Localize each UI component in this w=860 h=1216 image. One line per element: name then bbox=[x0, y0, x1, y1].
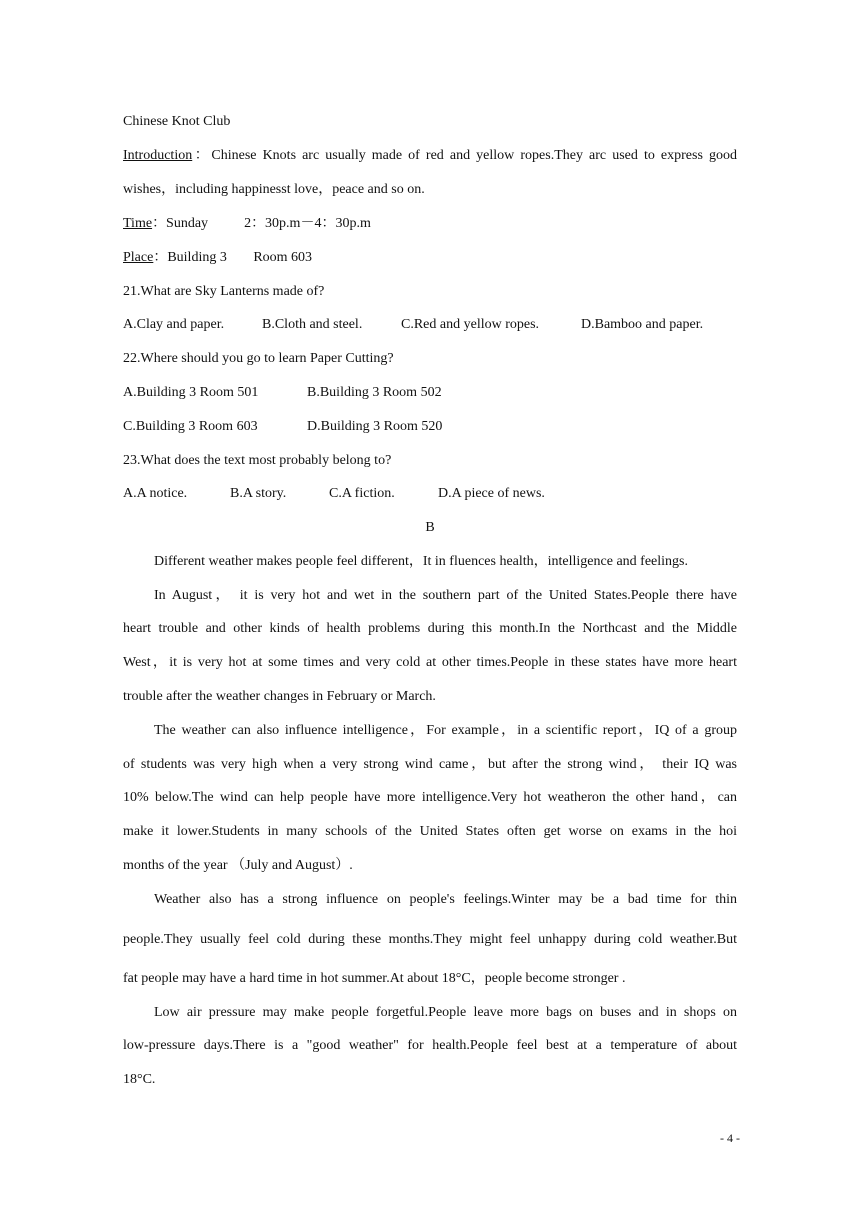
option-c: C.A fiction. bbox=[329, 486, 395, 501]
question-22-options-row-2 bbox=[123, 418, 442, 436]
passage-line: trouble after the weather changes in February or March. bbox=[123, 689, 436, 704]
option-d: D.Building 3 Room 520 bbox=[307, 419, 443, 434]
option-a: A.Clay and paper. bbox=[123, 317, 225, 332]
question-22-options-row-1 bbox=[123, 384, 442, 402]
page-number: - 4 - bbox=[720, 1131, 740, 1145]
club-time bbox=[123, 215, 371, 233]
option-b: B.Building 3 Room 502 bbox=[307, 385, 442, 400]
question-23-options bbox=[123, 485, 545, 503]
passage-line: heart trouble and other kinds of health problems during this month.In the Northcast and the Middle bbox=[123, 621, 737, 636]
passage-line: 18°C. bbox=[123, 1072, 156, 1087]
passage-line: In August， it is very hot and wet in the southern part of the United States.People there have bbox=[154, 588, 737, 603]
passage-line: people.They usually feel cold during these months.They might feel unhappy during cold weather.But bbox=[123, 932, 737, 947]
place-label: Place bbox=[123, 250, 154, 265]
passage-line: make it lower.Students in many schools of the United States often get worse on exams in the hoi bbox=[123, 824, 737, 839]
option-a: A.A notice. bbox=[123, 486, 188, 501]
time-label: Time bbox=[123, 216, 153, 231]
question-21-options bbox=[123, 316, 703, 334]
club-intro-line-1 bbox=[123, 147, 737, 165]
passage-line: Low air pressure may make people forgetful.People leave more bags on buses and in shops on bbox=[154, 1005, 737, 1020]
club-title: Chinese Knot Club bbox=[123, 114, 231, 129]
passage-line: Different weather makes people feel different，It in fluences health，intelligence and feelings. bbox=[154, 554, 688, 569]
passage-line: West，it is very hot at some times and very cold at other times.People in these states have more heart bbox=[123, 655, 737, 670]
option-a: A.Building 3 Room 501 bbox=[123, 385, 259, 400]
option-b: B.A story. bbox=[230, 486, 287, 501]
option-d: D.A piece of news. bbox=[438, 486, 545, 501]
option-c: C.Red and yellow ropes. bbox=[401, 317, 540, 332]
passage-line: 10% below.The wind can help people have more intelligence.Very hot weatheron the other hand，can bbox=[123, 790, 737, 805]
place-building: ：Building 3 bbox=[153, 250, 227, 265]
time-hours: 2：30p.m－4：30p.m bbox=[244, 216, 371, 231]
passage-line: The weather can also influence intelligence，For example，in a scientific report，IQ of a group bbox=[154, 723, 737, 738]
section-b-heading: B bbox=[425, 520, 435, 535]
time-day: ：Sunday bbox=[152, 216, 209, 231]
option-d: D.Bamboo and paper. bbox=[581, 317, 704, 332]
place-room: Room 603 bbox=[253, 250, 313, 265]
question-21-stem: 21.What are Sky Lanterns made of? bbox=[123, 284, 325, 299]
passage-line: Weather also has a strong influence on people's feelings.Winter may be a bad time for thin bbox=[154, 892, 737, 907]
passage-line: low-pressure days.There is a "good weather" for health.People feel best at a temperature of about bbox=[123, 1038, 737, 1053]
passage-line: months of the year （July and August）. bbox=[123, 858, 353, 873]
club-place bbox=[123, 249, 312, 267]
passage-line: of students was very high when a very strong wind came，but after the strong wind， their IQ was bbox=[123, 757, 737, 772]
option-c: C.Building 3 Room 603 bbox=[123, 419, 258, 434]
intro-text-1: ：Chinese Knots arc usually made of red and yellow ropes.They arc used to express good bbox=[192, 148, 737, 163]
question-22-stem: 22.Where should you go to learn Paper Cutting? bbox=[123, 351, 394, 366]
club-intro-line-2: wishes，including happinesst love，peace and so on. bbox=[123, 182, 425, 197]
intro-label: Introduction bbox=[123, 148, 193, 163]
option-b: B.Cloth and steel. bbox=[262, 317, 363, 332]
question-23-stem: 23.What does the text most probably belong to? bbox=[123, 453, 392, 468]
passage-line: fat people may have a hard time in hot summer.At about 18°C，people become stronger . bbox=[123, 971, 626, 986]
